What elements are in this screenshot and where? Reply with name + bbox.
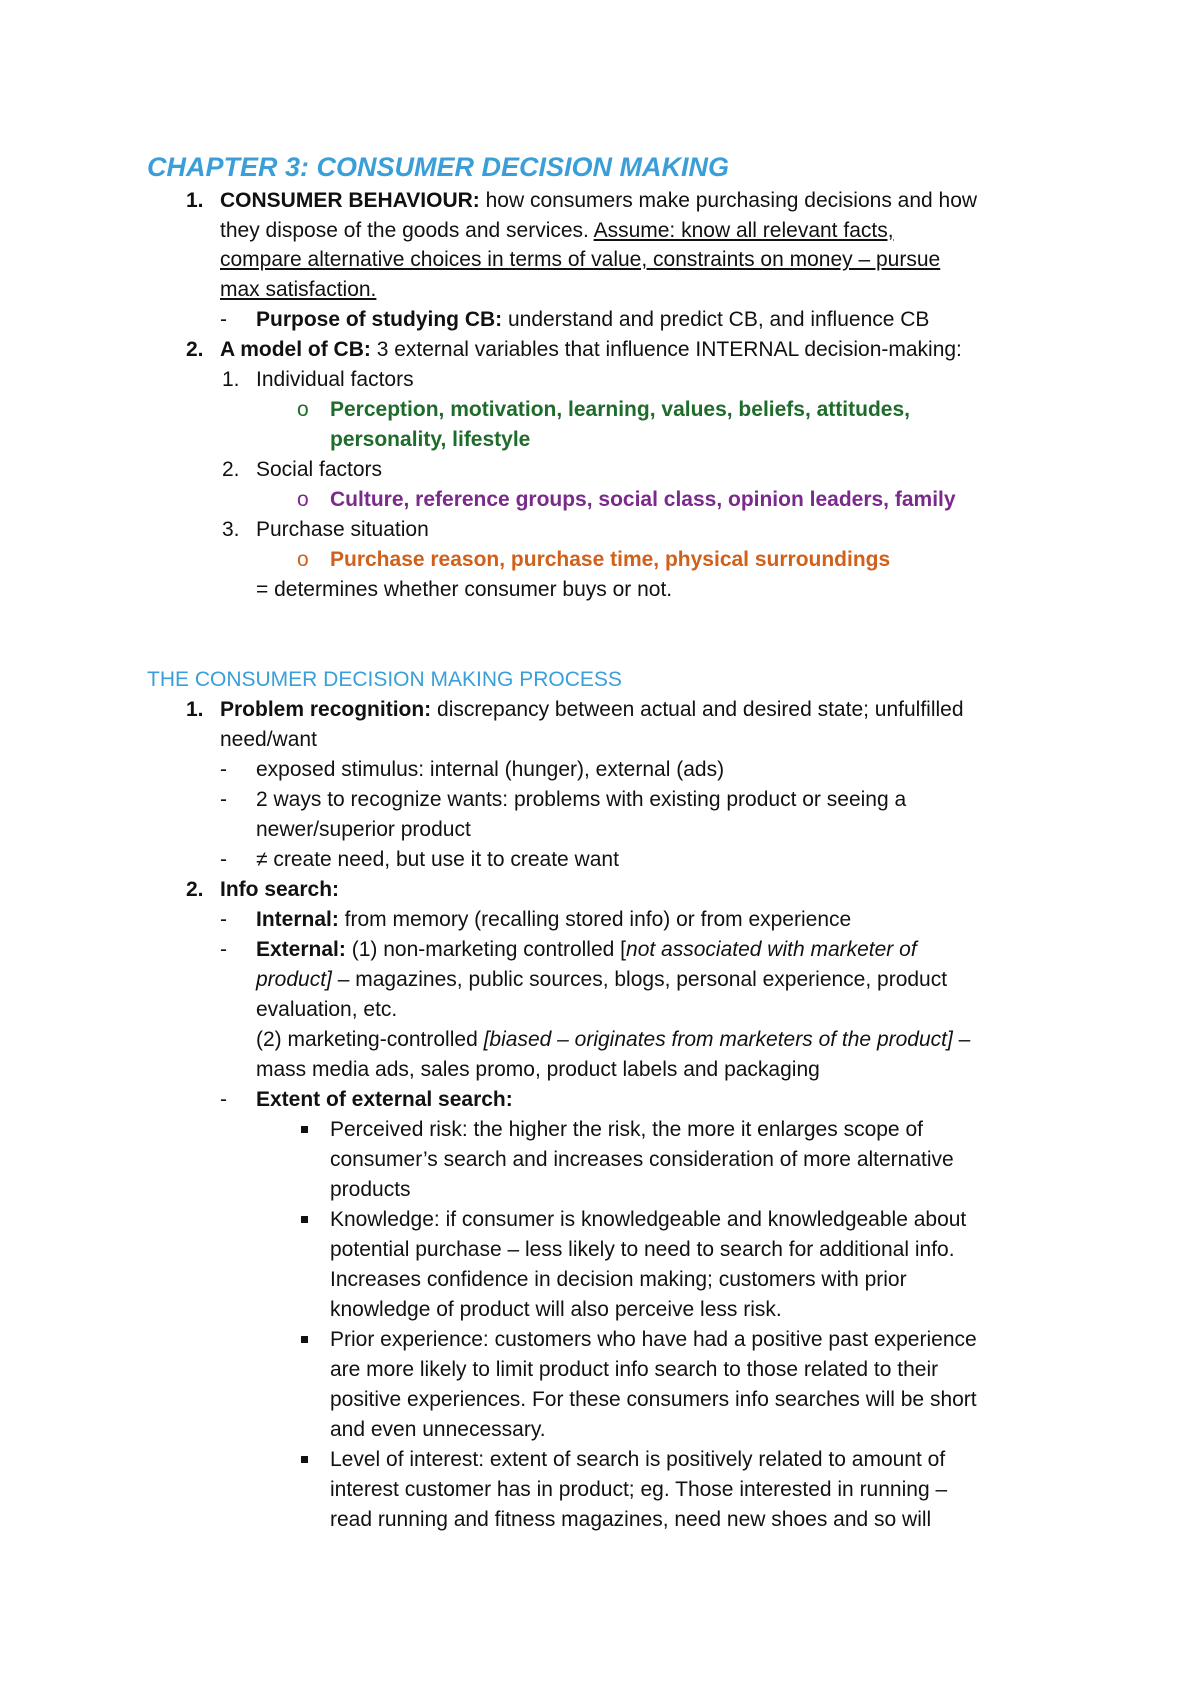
factor-3-detail: Purchase reason, purchase time, physical surroundings: [330, 548, 891, 571]
p2-dash-external: -: [220, 938, 227, 961]
p1-line-1: [220, 695, 964, 725]
factor-1-bullet: o: [297, 398, 309, 421]
s1-line-1: [220, 186, 977, 216]
p2-external-line-4: [256, 1025, 970, 1055]
external-label: External:: [256, 938, 346, 961]
extent-experience-b: are more likely to limit product info search to those related to their: [330, 1358, 939, 1381]
s1-line-4: max satisfaction.: [220, 278, 377, 301]
internal-text: from memory (recalling stored info) or from experience: [338, 908, 852, 931]
factor-3-bullet: o: [297, 548, 309, 571]
square-bullet-icon: [301, 1126, 308, 1133]
external-b: – magazines, public sources, blogs, personal experience, product: [331, 968, 948, 991]
square-bullet-icon: [301, 1216, 308, 1223]
extent-risk-c: products: [330, 1178, 411, 1201]
external-d2: –: [952, 1028, 971, 1051]
s1-text-1: how consumers make purchasing decisions and how: [479, 189, 978, 212]
process-title: THE CONSUMER DECISION MAKING PROCESS: [147, 668, 622, 691]
extent-risk-a: Perceived risk: the higher the risk, the more it enlarges scope of: [330, 1118, 923, 1141]
extent-knowledge-c: Increases confidence in decision making; customers with prior: [330, 1268, 907, 1291]
extent-experience-d: and even unnecessary.: [330, 1418, 546, 1441]
p1-detail-2b: newer/superior product: [256, 818, 471, 841]
factor-2-title: Social factors: [256, 458, 383, 481]
factor-3-number: 3.: [222, 518, 240, 541]
s1-text-2a: they dispose of the goods and services.: [220, 219, 594, 242]
extent-knowledge-a: Knowledge: if consumer is knowledgeable and knowledgeable about: [330, 1208, 967, 1231]
extent-risk-b: consumer’s search and increases consideration of more alternative: [330, 1148, 954, 1171]
s1-label: CONSUMER BEHAVIOUR:: [220, 189, 480, 212]
factor-2-number: 2.: [222, 458, 240, 481]
s1-purpose-text: understand and predict CB, and influence CB: [502, 308, 930, 331]
factor-2-detail: Culture, reference groups, social class, opinion leaders, family: [330, 488, 956, 511]
s1-purpose: [256, 305, 929, 335]
s1-line-2: [220, 216, 894, 246]
extent-interest-a: Level of interest: extent of search is positively related to amount of: [330, 1448, 946, 1471]
extent-experience-c: positive experiences. For these consumers info searches will be short: [330, 1388, 977, 1411]
p1-dash-2: -: [220, 788, 227, 811]
external-d-italic: [biased – originates from marketers of the product]: [483, 1028, 953, 1051]
s2-line-1: [220, 335, 962, 365]
external-a-italic: not associated with marketer of: [626, 938, 917, 961]
factor-1-title: Individual factors: [256, 368, 414, 391]
factor-3-title: Purchase situation: [256, 518, 429, 541]
p2-dash-extent: -: [220, 1088, 227, 1111]
p1-text-a: discrepancy between actual and desired state; unfulfilled: [431, 698, 964, 721]
p2-label: Info search:: [220, 878, 340, 901]
s1-line-3: compare alternative choices in terms of value, constraints on money – pursue: [220, 248, 941, 271]
p2-external-line-1: [256, 935, 917, 965]
extent-label: Extent of external search:: [256, 1088, 513, 1111]
factor-1-number: 1.: [222, 368, 240, 391]
external-b-italic: product]: [256, 968, 332, 991]
s1-number: 1.: [186, 189, 204, 212]
factor-1-detail-b: personality, lifestyle: [330, 428, 531, 451]
p1-line-2: need/want: [220, 728, 317, 751]
p1-dash-3: -: [220, 848, 227, 871]
s2-label: A model of CB:: [220, 338, 371, 361]
factor-1-detail-a: Perception, motivation, learning, values, beliefs, attitudes,: [330, 398, 910, 421]
s1-purpose-label: Purpose of studying CB:: [256, 308, 503, 331]
square-bullet-icon: [301, 1456, 308, 1463]
extent-experience-a: Prior experience: customers who have had a positive past experience: [330, 1328, 977, 1351]
extent-knowledge-d: knowledge of product will also perceive less risk.: [330, 1298, 782, 1321]
p1-detail-2a: 2 ways to recognize wants: problems with existing product or seeing a: [256, 788, 907, 811]
s1-assume-text: Assume: know all relevant facts,: [593, 219, 894, 242]
p2-number: 2.: [186, 878, 204, 901]
p1-dash-1: -: [220, 758, 227, 781]
s2-number: 2.: [186, 338, 204, 361]
s1-purpose-dash: -: [220, 308, 227, 331]
factor-2-bullet: o: [297, 488, 309, 511]
extent-knowledge-b: potential purchase – less likely to need to search for additional info.: [330, 1238, 955, 1261]
p2-dash-internal: -: [220, 908, 227, 931]
p1-detail-1: exposed stimulus: internal (hunger), external (ads): [256, 758, 725, 781]
external-d1: (2) marketing-controlled: [256, 1028, 484, 1051]
p2-external-line-2: [256, 965, 947, 995]
p1-detail-3: ≠ create need, but use it to create want: [256, 848, 619, 871]
p1-number: 1.: [186, 698, 204, 721]
p2-internal: [256, 905, 851, 935]
p2-external-line-5: mass media ads, sales promo, product labels and packaging: [256, 1058, 820, 1081]
extent-interest-c: read running and fitness magazines, need new shoes and so will: [330, 1508, 932, 1531]
square-bullet-icon: [301, 1336, 308, 1343]
p2-external-line-3: evaluation, etc.: [256, 998, 398, 1021]
extent-interest-b: interest customer has in product; eg. Those interested in running –: [330, 1478, 948, 1501]
internal-label: Internal:: [256, 908, 339, 931]
chapter-title: CHAPTER 3: CONSUMER DECISION MAKING: [147, 152, 730, 182]
external-a1: (1) non-marketing controlled [: [345, 938, 627, 961]
p1-label: Problem recognition:: [220, 698, 432, 721]
model-result: = determines whether consumer buys or not.: [256, 578, 673, 601]
s2-text: 3 external variables that influence INTERNAL decision-making:: [370, 338, 962, 361]
